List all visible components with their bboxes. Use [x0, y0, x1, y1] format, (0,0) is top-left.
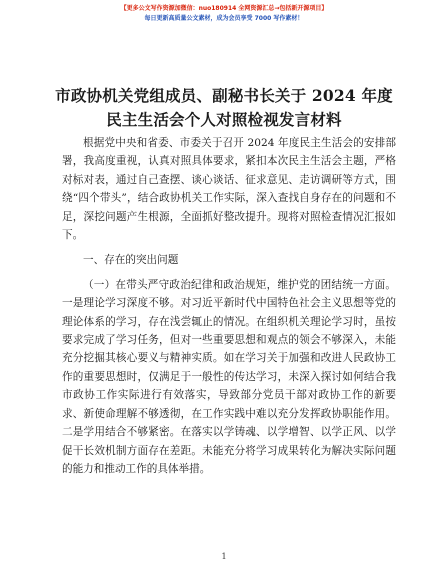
document-body — [62, 134, 396, 478]
body-paragraph: （一）在带头严守政治纪律和政治规矩，维护党的团结统一方面。一是理论学习深度不够。对习近平新时代中国特色社会主义思想等党的理论体系的学习，存在浅尝辄止的情况。在组织机关理论学习时，虽按要求完成了学习任务，但对一些重要思想和观点的领会不够深入，未能充分挖掘其核心要义与精神实质。如在学习关于加强和改进人民政协工作的重要思想时，仅满足于一般性的传达学习，未深入探讨如何结合我市政协工作实际进行有效落实，导致部分党员干部对政协工作的新要求、新使命理解不够透彻，在工作实践中难以充分发挥政协职能作用。二是学用结合不够紧密。在落实以学铸魂、以学增智、以学正风、以学促干长效机制方面存在差距。未能充分将学习成果转化为解决实际问题的能力和推动工作的具体举措。 — [62, 278, 396, 475]
document-title — [40, 84, 408, 132]
section-heading: 一、存在的突出问题 — [83, 254, 179, 267]
promo-banner-line-2: 每日更新高质量公文素材，成为会员享受 7000 写作素材！ — [144, 15, 304, 22]
document-title-line-1: 市政协机关党组成员、副秘书长关于 2024 年度 — [55, 86, 393, 105]
promo-banner — [0, 4, 448, 24]
intro-paragraph: 根据党中央和省委、市委关于召开 2024 年度民主生活会的安排部署，我高度重视，认真对照具体要求，紧扣本次民主生活会主题，严格对标对表，通过自己查摆、谈心谈话、征求意见、走访调研等方式，围绕“四个带头”，结合政协机关工作实际，深入查找自身存在的问题和不足，深挖问题产生根源，全面抓好整改提升。现将对照检查情况汇报如下。 — [62, 137, 396, 242]
promo-banner-line-1: 【更多公文写作资源加微信：nuo180914 全网资源汇总→包括新开源项目】 — [120, 5, 328, 12]
page-number: 1 — [221, 552, 227, 561]
document-title-line-2: 民主生活会个人对照检视发言材料 — [106, 110, 342, 129]
